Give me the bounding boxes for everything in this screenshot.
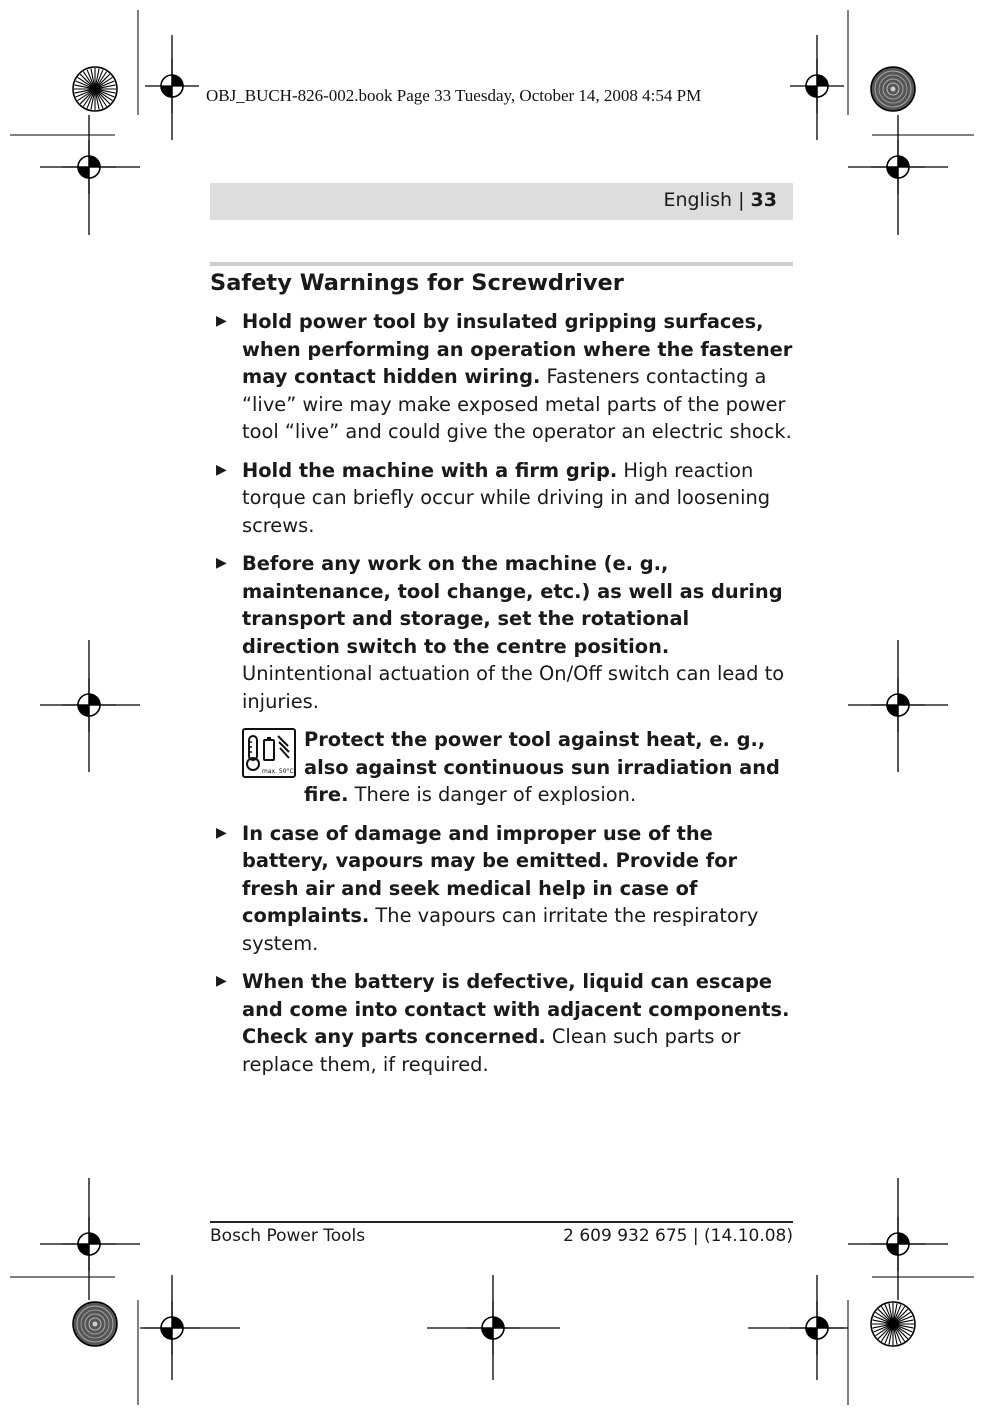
page-header: [210, 183, 793, 220]
warning-item: [210, 308, 793, 446]
notice-body-text: There is danger of explosion.: [348, 783, 637, 806]
bullet-triangle-icon: ▶: [216, 313, 227, 329]
warning-item: [210, 820, 793, 958]
section-title: Safety Warnings for Screwdriver: [210, 270, 624, 296]
header-running-title: [663, 189, 777, 211]
bullet-triangle-icon: ▶: [216, 555, 227, 571]
heat-icon-label: max. 50°C: [262, 768, 294, 775]
page-number: 33: [750, 189, 777, 211]
warning-item: [210, 550, 793, 715]
warning-body-text: Clean such parts or replace them, if required.: [242, 1025, 741, 1076]
header-language: English: [663, 189, 733, 211]
warning-bold-text: Hold the machine with a firm grip.: [242, 458, 618, 482]
warning-item: [210, 457, 793, 540]
footer-rule: [210, 1221, 793, 1223]
footer-doc-number: 2 609 932 675 | (14.10.08): [563, 1226, 793, 1246]
header-separator: |: [732, 189, 751, 211]
warning-bold-text: In case of damage and improper use of the battery, vapours may be emitted. Provide for fresh air and seek medical help in case of complaints.: [242, 821, 738, 927]
heat-notice: [210, 726, 793, 809]
warning-body-text: Unintentional actuation of the On/Off switch can lead to injuries.: [242, 662, 785, 713]
bullet-triangle-icon: ▶: [216, 824, 227, 841]
print-slug: OBJ_BUCH-826-002.book Page 33 Tuesday, October 14, 2008 4:54 PM: [206, 86, 702, 105]
notice-bold-text: Protect the power tool against heat, e. g., also against continuous sun irradiation and fire.: [304, 728, 780, 806]
heat-warning-icon: [242, 728, 296, 778]
warning-bold-text: Before any work on the machine (e. g., maintenance, tool change, etc.) as well as during transport and storage, set the rotational direction switch to the centre position.: [242, 552, 783, 658]
warning-list: [210, 308, 793, 1089]
warning-body-text: High reaction torque can briefly occur while driving in and loosening screws.: [242, 458, 771, 537]
bullet-triangle-icon: ▶: [216, 973, 227, 989]
warning-body-text: Fasteners contacting a “live” wire may make exposed metal parts of the power tool “live” and could give the operator an electric shock.: [242, 365, 792, 443]
warning-bold-text: When the battery is defective, liquid can escape and come into contact with adjacent components. Check any parts concerned.: [242, 970, 790, 1048]
warning-item: [210, 968, 793, 1078]
bullet-triangle-icon: ▶: [216, 461, 227, 478]
footer-publisher: Bosch Power Tools: [210, 1226, 366, 1246]
warning-body-text: The vapours can irritate the respiratory system.: [242, 904, 759, 955]
warning-bold-text: Hold power tool by insulated gripping surfaces, when performing an operation where the fastener may contact hidden wiring.: [242, 310, 793, 388]
section-rule: [210, 262, 793, 266]
